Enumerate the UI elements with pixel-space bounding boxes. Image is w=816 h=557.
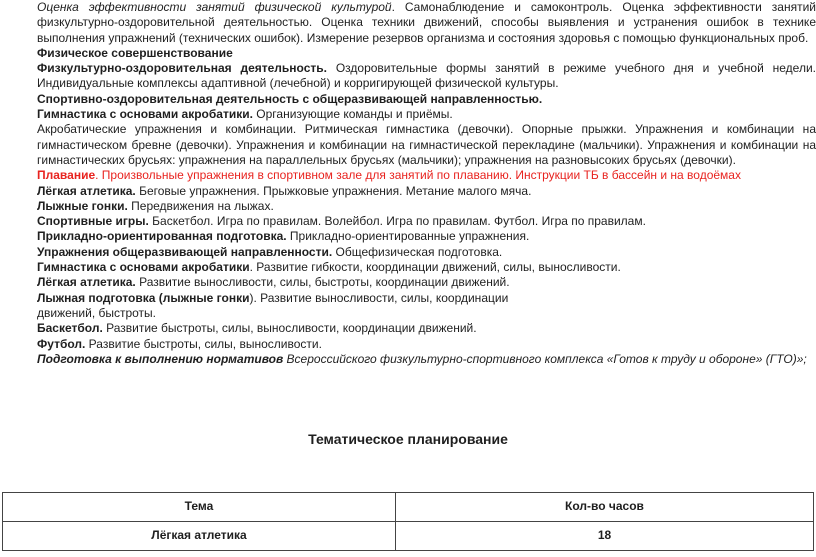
ski-training-heading: Лыжная подготовка (лыжные гонки: [37, 290, 250, 305]
table-cell-topic: Лёгкая атлетика: [3, 522, 396, 551]
heading-sport-health-activity: Спортивно-оздоровительная деятельность с общеразвивающей направленностью.: [37, 91, 543, 106]
football-text: Развитие быстроты, силы, выносливости.: [85, 336, 322, 351]
sport-games-text: Баскетбол. Игра по правилам. Волейбол. Игра по правилам. Футбол. Игра по правилам.: [148, 214, 646, 229]
paragraph-athletics: [0, 184, 816, 199]
basketball-heading: Баскетбол.: [37, 321, 103, 336]
paragraph-ski-training-continued: движений, быстроты.: [37, 305, 157, 320]
gymnastics-commands-text: Организующие команды и приёмы.: [252, 107, 453, 122]
column-header-topic: Тема: [3, 493, 396, 522]
basketball-text: Развитие быстроты, силы, выносливости, координации движений.: [102, 321, 477, 336]
ski-training-text: ). Развитие выносливости, силы, координации: [249, 290, 509, 305]
football-heading: Футбол.: [37, 336, 86, 351]
gymnastics-heading: Гимнастика с основами акробатики.: [37, 107, 253, 122]
thematic-plan-table: [2, 492, 814, 551]
paragraph-ski-racing: [0, 199, 816, 214]
table-cell-hours: 18: [396, 522, 814, 551]
paragraph-football: [0, 337, 816, 352]
paragraph-acrobatics: Акробатические упражнения и комбинации. Ритмическая гимнастика (девочки). Опорные прыжки. Упражнения и комбинации на гимнастическом бревне (девочки). Упражнения и комбинации на гимнастической перекладине (мальчики). Упражнения и комбинации на гимнастических брусьях: упражнения на параллельных брусьях (мальчики); упражнения на разновысоких брусьях (девочки).: [37, 122, 816, 167]
heading-physical-improvement: Физическое совершенствование: [37, 45, 233, 60]
health-activity-heading: Физкультурно-оздоровительная деятельность.: [37, 61, 327, 76]
gymnastics-development-text: . Развитие гибкости, координации движений, силы, выносливости.: [249, 260, 621, 275]
athletics-heading: Лёгкая атлетика.: [37, 183, 136, 198]
section-title-thematic-planning: Тематическое планирование: [308, 431, 508, 447]
swimming-text: . Произвольные упражнения в спортивном зале для занятий по плаванию. Инструкции ТБ в бассейн и на водоёмах: [95, 168, 741, 183]
table-header-row: [3, 493, 814, 522]
general-exercises-heading: Упражнения общеразвивающей направленности.: [37, 244, 333, 259]
health-activity-text: Оздоровительные формы занятий в режиме учебного дня и учебной недели. Индивидуальные комплексы адаптивной (лечебной) и корригирующей физической культуры.: [37, 61, 816, 91]
ski-racing-text: Передвижения на лыжах.: [127, 198, 274, 213]
paragraph-athletics-development: [0, 275, 816, 290]
evaluation-text: . Самонаблюдение и самоконтроль. Оценка эффективности занятий физкультурно-оздоровительной деятельностью. Оценка техники движений, способы выявления и устранения ошибок в технике выполнения упражнений (технических ошибок). Измерение резервов организма и состояния здоровья с помощью функциональных проб.: [37, 0, 816, 45]
table-row: [3, 522, 814, 551]
paragraph-swimming: [0, 168, 816, 183]
paragraph-gto-preparation: [0, 352, 816, 367]
column-header-hours: Кол-во часов: [396, 493, 814, 522]
paragraph-gymnastics-development: [0, 260, 816, 275]
gto-preparation-heading: Подготовка к выполнению нормативов: [37, 351, 284, 366]
gto-preparation-text: Всероссийского физкультурно-спортивного комплекса «Готов к труду и обороне» (ГТО)»;: [283, 351, 807, 366]
gymnastics-development-heading: Гимнастика с основами акробатики: [37, 260, 250, 275]
paragraph-gymnastics-commands: [0, 107, 816, 122]
general-exercises-text: Общефизическая подготовка.: [332, 244, 503, 259]
sport-games-heading: Спортивные игры.: [37, 214, 149, 229]
paragraph-basketball: [0, 321, 816, 336]
paragraph-general-exercises: [0, 245, 816, 260]
athletics-development-text: Развитие выносливости, силы, быстроты, координации движений.: [135, 275, 510, 290]
paragraph-evaluation: [0, 0, 816, 46]
ski-racing-heading: Лыжные гонки.: [37, 198, 128, 213]
paragraph-sport-games: [0, 214, 816, 229]
applied-training-text: Прикладно-ориентированные упражнения.: [286, 229, 530, 244]
applied-training-heading: Прикладно-ориентированная подготовка.: [37, 229, 287, 244]
paragraph-ski-training: [0, 291, 816, 306]
swimming-heading: Плавание: [37, 168, 96, 183]
paragraph-health-activity: [0, 61, 816, 92]
athletics-text: Беговые упражнения. Прыжковые упражнения. Метание малого мяча.: [135, 183, 532, 198]
athletics-development-heading: Лёгкая атлетика.: [37, 275, 136, 290]
evaluation-italic-lead: Оценка эффективности занятий физической культурой: [37, 0, 392, 14]
paragraph-applied-training: [0, 229, 816, 244]
